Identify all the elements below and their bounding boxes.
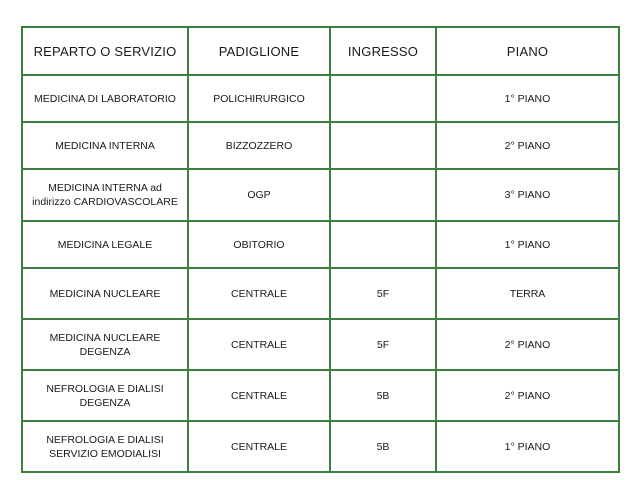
cell-reparto — [22, 370, 188, 421]
piano-text: 1° PIANO — [504, 92, 551, 105]
table-row — [22, 122, 619, 169]
department-table — [21, 26, 620, 473]
reparto-text: MEDICINA NUCLEARE — [49, 287, 161, 300]
cell-ingresso — [330, 421, 436, 472]
cell-padiglione — [188, 221, 330, 268]
reparto-text: MEDICINA LEGALE — [57, 238, 153, 251]
ingresso-text: 5B — [376, 389, 390, 402]
cell-piano — [436, 169, 619, 221]
table-row — [22, 421, 619, 472]
cell-padiglione — [188, 169, 330, 221]
cell-reparto — [22, 221, 188, 268]
piano-text: 2° PIANO — [504, 389, 551, 402]
cell-piano — [436, 75, 619, 122]
reparto-text: MEDICINA NUCLEARE DEGENZA — [49, 331, 161, 358]
padiglione-text: OBITORIO — [233, 238, 285, 251]
padiglione-text: CENTRALE — [230, 389, 287, 402]
table-header-row — [22, 27, 619, 75]
padiglione-text: POLICHIRURGICO — [213, 92, 305, 105]
cell-ingresso — [330, 75, 436, 122]
cell-ingresso — [330, 319, 436, 370]
padiglione-text: CENTRALE — [230, 440, 287, 453]
header-reparto: REPARTO O SERVIZIO — [22, 27, 188, 75]
cell-padiglione — [188, 122, 330, 169]
cell-padiglione — [188, 421, 330, 472]
header-ingresso: INGRESSO — [330, 27, 436, 75]
piano-text: 2° PIANO — [504, 139, 551, 152]
cell-reparto — [22, 421, 188, 472]
reparto-text: NEFROLOGIA E DIALISI SERVIZIO EMODIALISI — [46, 433, 164, 460]
padiglione-text: BIZZOZZERO — [225, 139, 293, 152]
reparto-text: MEDICINA INTERNA — [55, 139, 155, 152]
header-padiglione: PADIGLIONE — [188, 27, 330, 75]
cell-reparto — [22, 75, 188, 122]
cell-padiglione — [188, 75, 330, 122]
table-row — [22, 268, 619, 319]
piano-text: TERRA — [509, 287, 546, 300]
table-row — [22, 75, 619, 122]
cell-reparto — [22, 169, 188, 221]
cell-padiglione — [188, 370, 330, 421]
piano-text: 2° PIANO — [504, 338, 551, 351]
cell-piano — [436, 221, 619, 268]
reparto-text: NEFROLOGIA E DIALISI DEGENZA — [46, 382, 164, 409]
cell-piano — [436, 421, 619, 472]
cell-reparto — [22, 319, 188, 370]
piano-text: 1° PIANO — [504, 440, 551, 453]
cell-piano — [436, 122, 619, 169]
ingresso-text: 5F — [376, 287, 390, 300]
table-row — [22, 169, 619, 221]
padiglione-text: CENTRALE — [230, 338, 287, 351]
cell-piano — [436, 268, 619, 319]
table-row — [22, 370, 619, 421]
cell-reparto — [22, 122, 188, 169]
cell-padiglione — [188, 319, 330, 370]
table-row — [22, 221, 619, 268]
padiglione-text: CENTRALE — [230, 287, 287, 300]
cell-ingresso — [330, 221, 436, 268]
cell-ingresso — [330, 169, 436, 221]
cell-ingresso — [330, 370, 436, 421]
cell-padiglione — [188, 268, 330, 319]
table-row — [22, 319, 619, 370]
cell-ingresso — [330, 268, 436, 319]
reparto-text: MEDICINA DI LABORATORIO — [34, 92, 176, 105]
reparto-text: MEDICINA INTERNA ad indirizzo CARDIOVASCOLARE — [32, 182, 178, 208]
padiglione-text: OGP — [247, 189, 271, 201]
cell-reparto — [22, 268, 188, 319]
cell-ingresso — [330, 122, 436, 169]
cell-piano — [436, 319, 619, 370]
ingresso-text: 5B — [376, 440, 390, 453]
cell-piano — [436, 370, 619, 421]
header-piano: PIANO — [436, 27, 619, 75]
ingresso-text: 5F — [376, 338, 390, 351]
piano-text: 1° PIANO — [504, 238, 551, 251]
piano-text: 3° PIANO — [504, 189, 551, 201]
